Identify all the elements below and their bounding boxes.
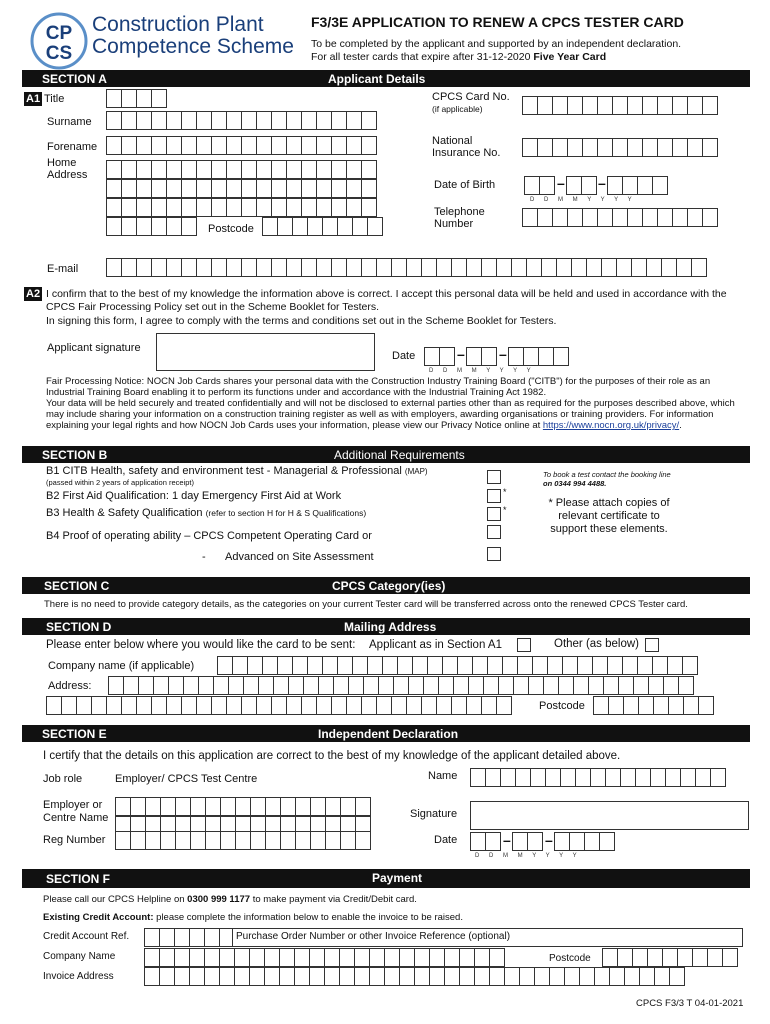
attach-note: * Please attach copies of relevant certificate to support these elements. (548, 497, 670, 535)
mailing-address-line-1[interactable] (108, 676, 693, 695)
forename-label: Forename (47, 141, 98, 153)
po-number-label: Purchase Order Number or other Invoice Reference (optional) (236, 931, 511, 942)
declarant-name-label: Name (428, 770, 458, 782)
telephone-label: Telephone Number (434, 206, 485, 230)
surname-label: Surname (47, 116, 92, 128)
section-f-header: SECTION F Payment (22, 869, 750, 888)
applicant-option-checkbox[interactable] (517, 638, 531, 652)
certify-text: I certify that the details on this application are correct to the best of my knowledge of the applicant detailed above. (43, 750, 621, 762)
card-no-input[interactable] (522, 96, 717, 115)
a1-tag: A1 (26, 93, 41, 105)
b1-note: (passed within 2 years of application receipt) (46, 478, 194, 487)
applicant-signature-label: Applicant signature (47, 342, 141, 354)
mailing-postcode-label: Postcode (539, 700, 585, 712)
org-name: Construction Plant Competence Scheme (92, 13, 294, 58)
declarant-name-input[interactable] (470, 768, 725, 787)
postcode-label: Postcode (208, 223, 254, 235)
existing-account-text: Existing Credit Account: please complete the information below to enable the invoice to be raised. (43, 912, 463, 923)
if-applicable-label: (if applicable) (432, 104, 483, 114)
surname-input[interactable] (106, 111, 376, 130)
employer-label: Employer or Centre Name (43, 799, 109, 824)
mailing-prompt: Please enter below where you would like the card to be sent: (46, 639, 356, 651)
declarant-signature-box[interactable] (470, 801, 749, 830)
section-d-header: SECTION D Mailing Address (22, 618, 750, 635)
privacy-link[interactable]: https://www.nocn.org.uk/privacy/ (542, 420, 680, 431)
b3-star: * (503, 505, 507, 515)
dob-year[interactable] (607, 176, 667, 195)
applicant-option-label: Applicant as in Section A1 (369, 639, 502, 651)
reg-number-input[interactable] (115, 831, 370, 850)
b4-checkbox[interactable] (487, 525, 501, 539)
declarant-signature-label: Signature (410, 808, 458, 820)
email-input[interactable] (106, 258, 706, 277)
address-line-1[interactable] (106, 160, 376, 179)
b4-label: B4 Proof of operating ability – CPCS Competent Operating Card or (46, 530, 372, 542)
form-code: CPCS F3/3 T 04-01-2021 (636, 998, 744, 1009)
ni-input[interactable] (522, 138, 717, 157)
form-expiry-note: For all tester cards that expire after 31-12-2020 Five Year Card (311, 51, 607, 63)
applicant-date-year[interactable] (508, 347, 568, 366)
b2-label: B2 First Aid Qualification: 1 day Emergency First Aid at Work (46, 490, 342, 502)
section-e-header: SECTION E Independent Declaration (22, 725, 750, 742)
employer-line-1[interactable] (115, 797, 370, 816)
mailing-company-label: Company name (if applicable) (48, 660, 195, 672)
email-label: E-mail (47, 263, 79, 275)
po-number-input[interactable] (232, 928, 743, 947)
form-subtitle: To be completed by the applicant and supported by an independent declaration. (311, 38, 682, 50)
mailing-postcode-input[interactable] (593, 696, 713, 715)
fair-processing-notice: Fair Processing Notice: NOCN Job Cards shares your personal data with the Construction Industry Training Board ("CITB") for the purposes of their role as an Industrial Training Board enabling it to perform its functions under and accordance with the Industrial Training Act 1982. (46, 376, 711, 398)
logo-initials-bottom: CS (45, 43, 73, 64)
agree-text: In signing this form, I agree to comply with the terms and conditions set out in the Scheme Booklet for Testers. (46, 315, 557, 327)
a2-tag: A2 (26, 288, 41, 300)
job-role-label: Job role (43, 773, 83, 785)
postcode-input[interactable] (262, 217, 382, 236)
b3-checkbox[interactable] (487, 507, 501, 521)
mailing-address-line-2[interactable] (46, 696, 511, 715)
address-line-4[interactable] (106, 217, 196, 236)
form-title: F3/3E APPLICATION TO RENEW A CPCS TESTER CARD (311, 14, 684, 30)
booking-note-1: To book a test contact the booking line (543, 470, 671, 479)
applicant-date-day[interactable] (424, 347, 454, 366)
booking-note-2: on 0344 994 4488. (543, 479, 607, 488)
applicant-date-hint: D D M M Y Y Y Y (429, 368, 535, 374)
reg-number-label: Reg Number (43, 834, 106, 846)
dob-month[interactable] (566, 176, 596, 195)
title-input[interactable] (106, 89, 166, 108)
section-b-header: SECTION B Additional Requirements (22, 446, 750, 463)
applicant-signature-box[interactable] (156, 333, 375, 371)
forename-input[interactable] (106, 136, 376, 155)
section-c-text: There is no need to provide category details, as the categories on your current Tester card will be transferred across onto the renewed CPCS Tester card. (44, 599, 688, 610)
helpline-text: Please call our CPCS Helpline on 0300 999 1177 to make payment via Credit/Debit card. (43, 894, 417, 905)
mailing-company-input[interactable] (217, 656, 697, 675)
applicant-date-label: Date (392, 350, 416, 362)
credit-ref-label: Credit Account Ref. (43, 931, 130, 942)
card-no-label: CPCS Card No. (432, 91, 510, 103)
telephone-input[interactable] (522, 208, 717, 227)
logo-initials-top: CP (45, 23, 73, 44)
title-label: Title (44, 93, 65, 105)
payment-company-input[interactable] (144, 948, 504, 967)
b4-dash: - (202, 551, 206, 563)
dob-hint: D D M M Y Y Y Y (530, 197, 636, 203)
declarant-date-hint: D D M M Y Y Y Y (475, 853, 581, 859)
confirm-text: I confirm that to the best of my knowledge the information above is correct. I accept this personal data will be held and used in accordance with the CPCS Fair Processing Policy set out in the Scheme Booklet for Testers. (46, 288, 727, 313)
cpcs-logo (30, 12, 88, 70)
dob-label: Date of Birth (434, 179, 496, 191)
b1-checkbox[interactable] (487, 470, 501, 484)
b4-alt-label: Advanced on Site Assessment (225, 551, 374, 563)
section-c-header: SECTION C CPCS Category(ies) (22, 577, 750, 594)
invoice-address-label: Invoice Address (43, 971, 114, 982)
declarant-date-year[interactable] (554, 832, 614, 851)
other-option-label: Other (as below) (554, 638, 640, 650)
address-line-2[interactable] (106, 179, 376, 198)
payment-postcode-label: Postcode (549, 953, 591, 964)
mailing-address-label: Address: (48, 680, 92, 692)
job-role-value: Employer/ CPCS Test Centre (115, 773, 258, 785)
home-address-label: Home Address (47, 157, 88, 181)
b3-label: B3 Health & Safety Qualification (refer to section H for H & S Qualifications) (46, 507, 367, 519)
invoice-address-input[interactable] (144, 967, 684, 986)
address-line-3[interactable] (106, 198, 376, 217)
data-notice: Your data will be held securely and treated confidentially and will not be disclosed to external parties other than as required for the purposes described above, which may include sharing your information on a construction training register as well as with employers, awarding organisations or training providers. For information explaining your legal rights and how NOCN Job Cards uses your information, please view our Privacy Notice online at https://www.nocn.org.uk/privacy/. (46, 398, 735, 431)
other-option-checkbox[interactable] (645, 638, 659, 652)
b4-alt-checkbox[interactable] (487, 547, 501, 561)
payment-postcode-input[interactable] (602, 948, 737, 967)
payment-company-label: Company Name (43, 951, 116, 962)
declarant-date-label: Date (434, 834, 458, 846)
credit-ref-input[interactable] (144, 928, 234, 947)
b2-checkbox[interactable] (487, 489, 501, 503)
dob-day[interactable] (524, 176, 554, 195)
b2-star: * (503, 487, 507, 497)
b1-label: B1 CITB Health, safety and environment test - Managerial & Professional (MAP) (46, 465, 428, 477)
applicant-date-month[interactable] (466, 347, 496, 366)
declarant-date-day[interactable] (470, 832, 500, 851)
section-a-header: SECTION A Applicant Details (22, 70, 750, 87)
ni-label: National Insurance No. (432, 135, 501, 159)
declarant-date-month[interactable] (512, 832, 542, 851)
